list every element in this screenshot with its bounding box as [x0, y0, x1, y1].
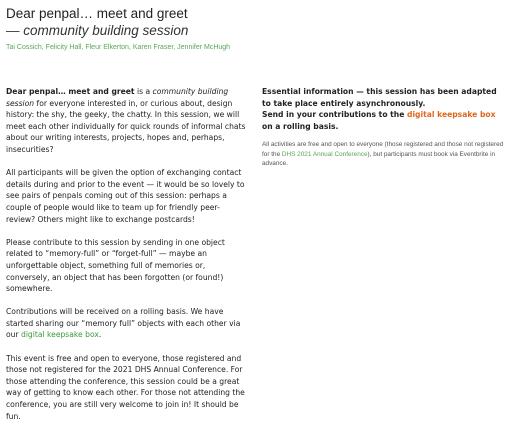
page-subtitle: — community building session — [6, 23, 189, 38]
intro-is-a: is a — [134, 87, 153, 96]
intro-rest: for everyone interested in, or curious about, design history: the shy, the geeky, the chatty. In this session, we will meet each other individually for quick rounds of informal chats about our writing interests, projects, hopes and, perhaps, insecurities? — [6, 98, 246, 154]
description-column — [6, 86, 246, 434]
page-title: Dear penpal… meet and greet — [6, 6, 188, 21]
rolling-text: Contributions will be received on a rolling basis. We have started sharing our “memory full” objects with each other via our — [6, 307, 241, 340]
contribute-paragraph: Please contribute to this session by sending in one object related to “memory-full” or “forget-full” — maybe an unforgettable object, something full of memories or, conversely, an object that has been forgotten (or found!) somewhere. — [6, 237, 225, 294]
essential-line-2-pre: Send in your contributions to the — [262, 110, 408, 120]
authors-line: Tai Cossich, Felicity Hall, Fleur Elkerton, Karen Fraser, Jennifer McHugh — [6, 44, 231, 51]
keepsake-box-link-orange[interactable]: digital keepsake box — [407, 110, 496, 120]
note-pre: All activities are free and open to everyone (those registered and those not registered for the — [262, 141, 504, 158]
page-header — [6, 5, 506, 53]
essential-line-2-post: on a rolling basis. — [262, 121, 339, 131]
note-post: ), but participants must book via Eventbrite in advance. — [262, 150, 496, 167]
essential-line-1: Essential information — this session has been adapted to take place entirely asynchronously. — [262, 87, 497, 108]
keepsake-box-link[interactable]: digital keepsake box — [21, 330, 99, 340]
contact-paragraph: All participants will be given the option of exchanging contact details during and prior to the event — it would be so lovely to see pairs of penpals coming out of this session: perhaps a couple of people would like to team up for friendly peer-review? Others might like to exchange postcards! — [6, 168, 245, 224]
intro-bold-title: Dear penpal… meet and greet — [6, 87, 135, 96]
intro-paragraph — [6, 86, 246, 156]
registration-note — [262, 140, 506, 168]
essential-info — [262, 86, 506, 132]
intro-italic: community building session — [6, 87, 229, 108]
rolling-paragraph — [6, 306, 246, 341]
free-event-paragraph: This event is free and open to everyone, those registered and those not registered for the 2021 DHS Annual Conference. For those attending the conference, this session could be a great way of getting to know each other. For those not attending the conference, you are still very welcome to join in! It should be fun. — [6, 353, 245, 421]
rolling-end: . — [98, 330, 102, 340]
info-column — [262, 86, 506, 168]
conference-link[interactable]: DHS 2021 Annual Conference — [281, 150, 368, 158]
